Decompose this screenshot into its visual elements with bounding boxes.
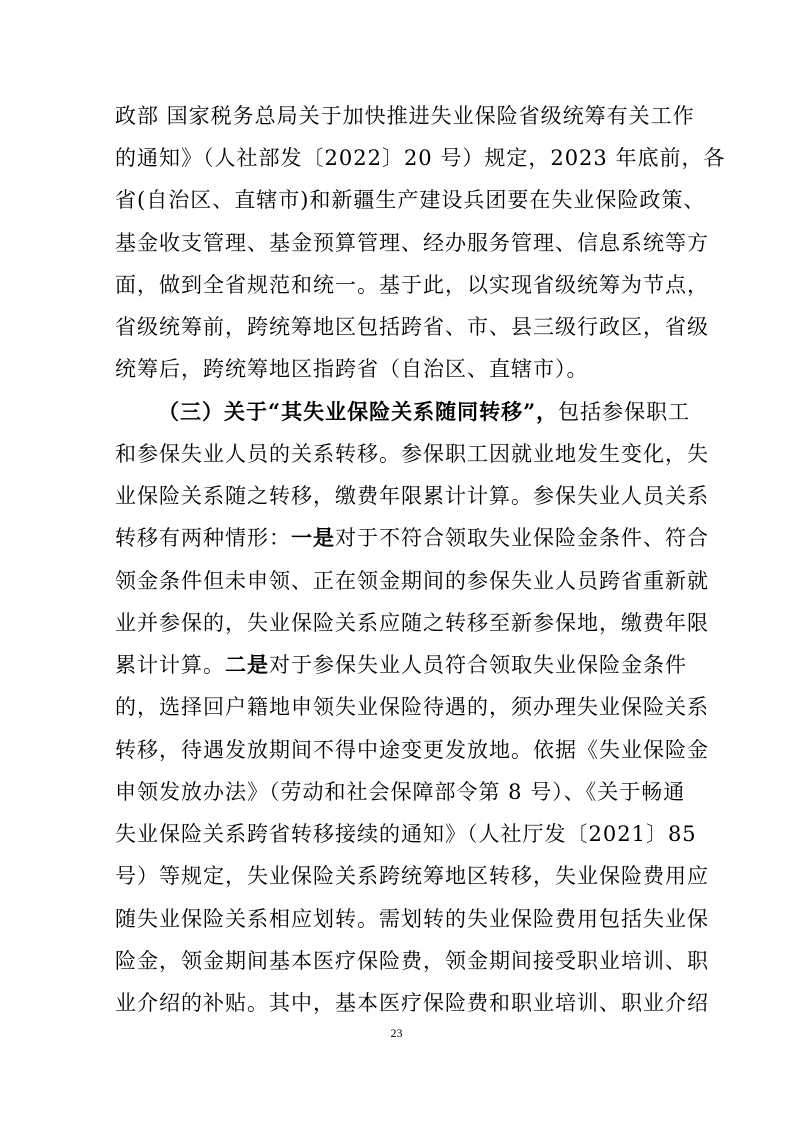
text-run: 转移有两种情形： [115,526,291,550]
emphasis-second: 二是 [225,652,269,677]
text-run: 领金条件但未申领、正在领金期间的参保失业人员跨省重新就 [115,569,709,593]
paragraph-line [115,946,709,976]
text-run: 申领发放办法》（劳动和社会保障部令第 8 号）、《关于畅通 [115,780,686,804]
text-run: 统筹后，跨统筹地区指跨省（自治区、直辖市）。 [115,357,589,381]
paragraph-line [115,312,709,342]
text-run: 号）等规定，失业保险关系跨统筹地区转移，失业保险费用应 [115,864,709,888]
text-run: 政部 国家税务总局关于加快推进失业保险省级统筹有关工作 [115,104,695,128]
paragraph-line [115,228,709,258]
paragraph-line [115,650,687,680]
section-heading-line [158,397,691,427]
paragraph-line [115,735,709,765]
paragraph-line [115,904,709,934]
text-run: 和参保失业人员的关系转移。参保职工因就业地发生变化，失 [115,442,709,466]
page-number: 23 [390,1026,403,1040]
text-run: 的通知》（人社部发〔2022〕20 号）规定，2023 年底前，各 [115,146,726,170]
text-run: 包括参保职工 [558,400,691,424]
paragraph-line [115,566,709,596]
paragraph-line [115,481,709,511]
text-run: 业介绍的补贴。其中，基本医疗保险费和职业培训、职业介绍 [115,991,709,1015]
paragraph-line [115,861,709,891]
paragraph-line [115,692,709,722]
paragraph-line [115,354,680,384]
paragraph-line [115,608,709,638]
section-heading: （三）关于“其失业保险关系随同转移”， [158,399,559,424]
text-run: 险金，领金期间基本医疗保险费，领金期间接受职业培训、职 [115,949,709,973]
paragraph-line [115,819,697,849]
text-run: 的，选择回户籍地申领失业保险待遇的，须办理失业保险关系 [115,695,709,719]
text-run: 业并参保的，失业保险关系应随之转移至新参保地，缴费年限 [115,611,709,635]
text-run: 失业保险关系跨省转移接续的通知》（人社厅发〔2021〕85 [115,822,697,846]
paragraph-line [115,523,709,553]
paragraph-line [115,777,686,807]
text-run: 累计计算。 [115,653,225,677]
paragraph-line [115,988,709,1018]
text-run: 面，做到全省规范和统一。基于此，以实现省级统筹为节点， [115,273,709,297]
text-run: 转移，待遇发放期间不得中途变更发放地。依据《失业保险金 [115,738,709,762]
paragraph-line [115,185,706,215]
paragraph-line [115,143,726,173]
text-run: 基金收支管理、基金预算管理、经办服务管理、信息系统等方 [115,231,709,255]
text-run: 省级统筹前，跨统筹地区包括跨省、市、县三级行政区，省级 [115,315,709,339]
text-run: 对于不符合领取失业保险金条件、符合 [335,526,709,550]
text-run: 随失业保险关系相应划转。需划转的失业保险费用包括失业保 [115,907,709,931]
paragraph-line [115,101,695,131]
text-run: 业保险关系随之转移，缴费年限累计计算。参保失业人员关系 [115,484,709,508]
paragraph-line [115,270,709,300]
emphasis-first: 一是 [291,525,335,550]
text-run: 对于参保失业人员符合领取失业保险金条件 [269,653,687,677]
text-run: 省(自治区、直辖市)和新疆生产建设兵团要在失业保险政策、 [115,188,706,212]
paragraph-line [115,439,709,469]
